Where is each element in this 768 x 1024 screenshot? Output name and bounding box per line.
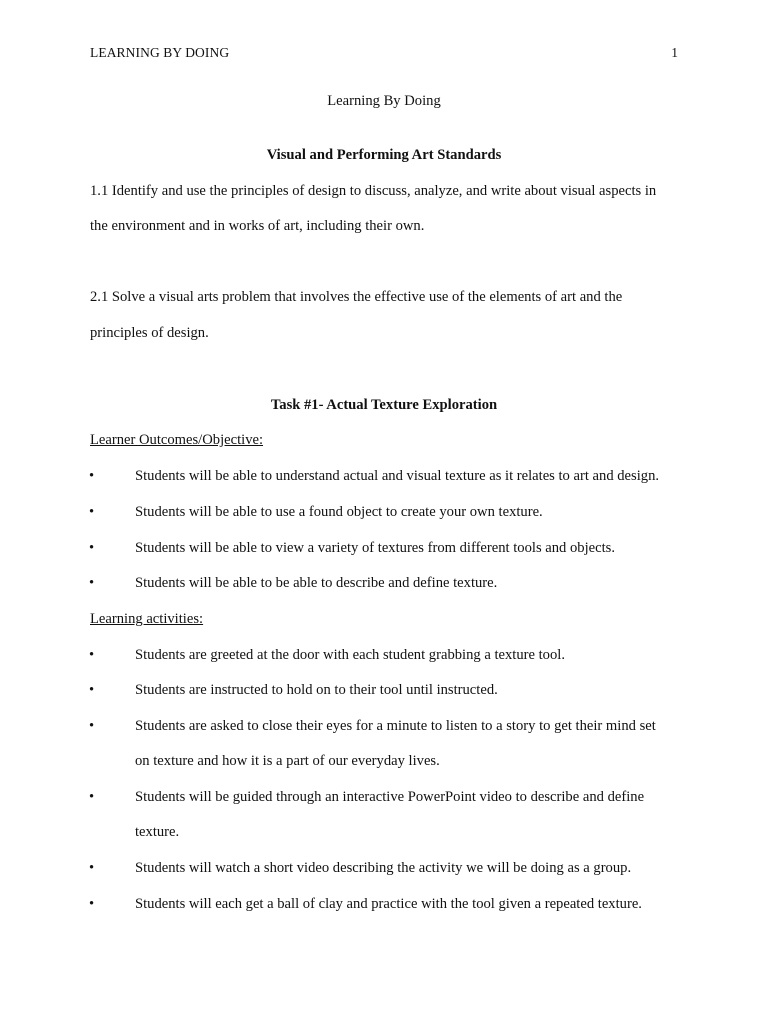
bullet-icon: • [89,575,95,591]
outcome-item: Students will be able to use a found object to create your own texture. [135,504,543,520]
standard-2-1-line-1: 2.1 Solve a visual arts problem that involves the effective use of the elements of art and the [90,289,623,305]
outcome-item: Students will be able to understand actual and visual texture as it relates to art and design. [135,468,660,484]
page-number: 1 [671,45,678,60]
standards-heading: Visual and Performing Art Standards [266,147,502,163]
activity-item-continuation: texture. [135,824,180,840]
bullet-icon: • [89,468,95,484]
document-title: Learning By Doing [327,93,441,109]
outcomes-label: Learner Outcomes/Objective: [90,432,264,448]
standard-1-1-line-2: the environment and in works of art, including their own. [90,218,425,234]
standard-2-1-line-2: principles of design. [90,325,209,341]
activity-item: Students will be guided through an interactive PowerPoint video to describe and define [135,789,645,805]
activity-item: Students are instructed to hold on to their tool until instructed. [135,682,498,698]
outcome-item: Students will be able to view a variety of textures from different tools and objects. [135,540,615,556]
activity-item: Students are greeted at the door with each student grabbing a texture tool. [135,647,565,663]
activities-label: Learning activities: [90,611,204,627]
task-1-heading: Task #1- Actual Texture Exploration [270,397,498,413]
activity-item: Students will watch a short video describing the activity we will be doing as a group. [135,860,632,876]
activity-item-continuation: on texture and how it is a part of our everyday lives. [135,753,440,769]
bullet-icon: • [89,504,95,520]
bullet-icon: • [89,682,95,698]
bullet-icon: • [89,789,95,805]
bullet-icon: • [89,540,95,556]
activity-item: Students will each get a ball of clay and practice with the tool given a repeated texture. [135,896,642,912]
standard-1-1-line-1: 1.1 Identify and use the principles of design to discuss, analyze, and write about visual aspects in [90,183,657,199]
activity-item: Students are asked to close their eyes for a minute to listen to a story to get their mind set [135,718,656,734]
outcome-item: Students will be able to be able to describe and define texture. [135,575,498,591]
bullet-icon: • [89,860,95,876]
bullet-icon: • [89,896,95,912]
bullet-icon: • [89,647,95,663]
running-head: LEARNING BY DOING [90,45,230,60]
bullet-icon: • [89,718,95,734]
